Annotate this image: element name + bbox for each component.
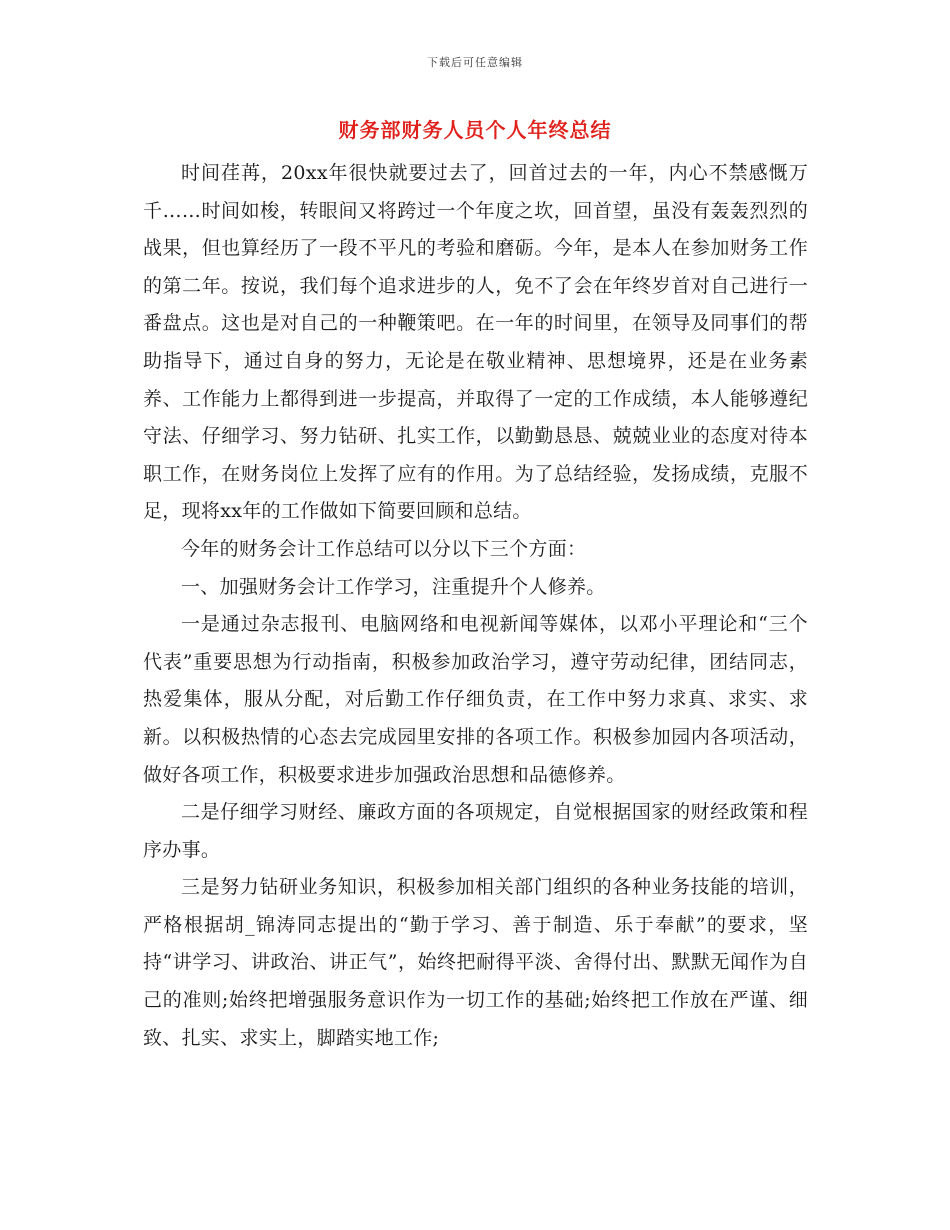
paragraph-point-3: 三是努力钻研业务知识，积极参加相关部门组织的各种业务技能的培训，严格根据胡_锦涛同志提出的“勤于学习、善于制造、乐于奉献”的要求，坚持“讲学习、讲政治、讲正气”，始终把耐得平淡、舍得付出、默默无闻作为自己的准则;始终把增强服务意识作为一切工作的基础;始终把工作放在严谨、细致、扎实、求实上，脚踏实地工作; <box>143 876 808 1049</box>
header-note: 下载后可任意编辑 <box>427 56 523 69</box>
paragraph-point-1: 一是通过杂志报刊、电脑网络和电视新闻等媒体，以邓小平理论和“三个代表”重要思想为行动指南，积极参加政治学习，遵守劳动纪律，团结同志，热爱集体，服从分配，对后勤工作仔细负责，在工作中努力求真、求实、求新。以积极热情的心态去完成园里安排的各项工作。积极参加园内各项活动，做好各项工作，积极要求进步加强政治思想和品德修养。 <box>143 613 808 786</box>
document-title: 财务部财务人员个人年终总结 <box>338 118 612 142</box>
paragraph-point-2: 二是仔细学习财经、廉政方面的各项规定，自觉根据国家的财经政策和程序办事。 <box>143 801 808 861</box>
document-body <box>143 155 808 1057</box>
section-heading-1: 一、加强财务会计工作学习，注重提升个人修养。 <box>181 575 606 598</box>
paragraph-overview: 今年的财务会计工作总结可以分以下三个方面： <box>181 537 587 560</box>
paragraph-intro: 时间荏苒，20xx年很快就要过去了，回首过去的一年，内心不禁感慨万千……时间如梭，转眼间又将跨过一个年度之坎，回首望，虽没有轰轰烈烈的战果，但也算经历了一段不平凡的考验和磨砺。今年，是本人在参加财务工作的第二年。按说，我们每个追求进步的人，免不了会在年终岁首对自己进行一番盘点。这也是对自己的一种鞭策吧。在一年的时间里，在领导及同事们的帮助指导下，通过自身的努力，无论是在敬业精神、思想境界，还是在业务素养、工作能力上都得到进一步提高，并取得了一定的工作成绩，本人能够遵纪守法、仔细学习、努力钻研、扎实工作，以勤勤恳恳、兢兢业业的态度对待本职工作，在财务岗位上发挥了应有的作用。为了总结经验，发扬成绩，克服不足，现将xx年的工作做如下简要回顾和总结。 <box>143 162 808 523</box>
